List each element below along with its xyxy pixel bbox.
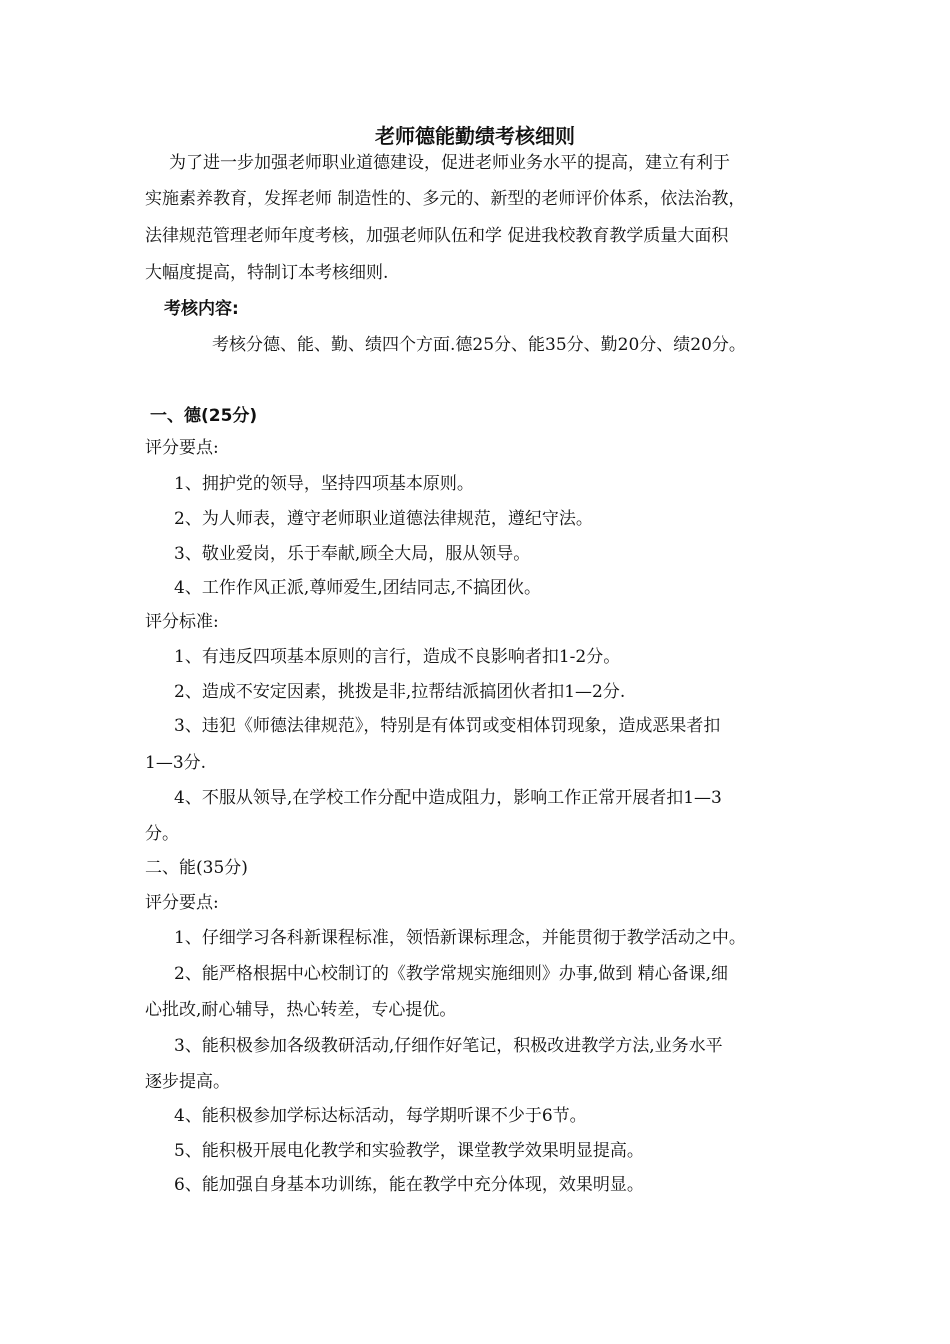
section1-standard: 4、不服从领导,在学校工作分配中造成阻力，影响工作正常开展者扣1—3 (174, 788, 722, 808)
intro-line-1: 为了进一步加强老师职业道德建设，促进老师业务水平的提高，建立有利于 (169, 153, 730, 173)
section1-point: 4、工作作风正派,尊师爱生,团结同志,不搞团伙。 (174, 578, 542, 598)
section2-point: 6、能加强自身基本功训练，能在教学中充分体现，效果明显。 (174, 1175, 644, 1195)
section2-point: 3、能积极参加各级教研活动,仔细作好笔记，积极改进教学方法,业务水平 (174, 1036, 723, 1056)
section2-points-label: 评分要点: (145, 893, 219, 913)
intro-line-3: 法律规范管理老师年度考核，加强老师队伍和学 促进我校教育教学质量大面积 (145, 226, 729, 246)
section1-points-label: 评分要点: (145, 438, 219, 458)
section1-heading: 一、德(25分) (150, 406, 258, 426)
document-title: 老师德能勤绩考核细则 (375, 124, 575, 148)
section2-point: 4、能积极参加学标达标活动，每学期听课不少于6节。 (174, 1106, 587, 1126)
content-summary: 考核分德、能、勤、绩四个方面.德25分、能35分、勤20分、绩20分。 (212, 335, 746, 355)
intro-line-2: 实施素养教育，发挥老师 制造性的、多元的、新型的老师评价体系，依法治教， (145, 189, 746, 209)
section1-standard: 3、违犯《师德法律规范》，特别是有体罚或变相体罚现象，造成恶果者扣 (174, 716, 721, 736)
section1-point: 1、拥护党的领导，坚持四项基本原则。 (174, 474, 474, 494)
section2-point: 逐步提高。 (145, 1072, 230, 1092)
section2-point: 1、仔细学习各科新课程标准，领悟新课标理念，并能贯彻于教学活动之中。 (174, 928, 746, 948)
section2-point: 2、能严格根据中心校制订的《教学常规实施细则》办事,做到 精心备课,细 (174, 964, 729, 984)
section1-standard: 分。 (145, 824, 179, 844)
section1-standard: 1—3分. (145, 753, 207, 773)
content-heading: 考核内容: (164, 299, 239, 319)
section1-standards-label: 评分标准: (145, 612, 219, 632)
section1-standard: 2、造成不安定因素，挑拨是非,拉帮结派搞团伙者扣1—2分. (174, 682, 626, 702)
section2-heading: 二、能(35分) (145, 858, 248, 878)
section2-point: 5、能积极开展电化教学和实验教学，课堂教学效果明显提高。 (174, 1141, 644, 1161)
section1-standard: 1、有违反四项基本原则的言行，造成不良影响者扣1-2分。 (174, 647, 621, 667)
section1-point: 2、为人师表，遵守老师职业道德法律规范，遵纪守法。 (174, 509, 593, 529)
intro-line-4: 大幅度提高，特制订本考核细则. (145, 263, 389, 283)
section2-point: 心批改,耐心辅导，热心转差，专心提优。 (145, 1000, 457, 1020)
section1-point: 3、敬业爱岗，乐于奉献,顾全大局，服从领导。 (174, 544, 531, 564)
